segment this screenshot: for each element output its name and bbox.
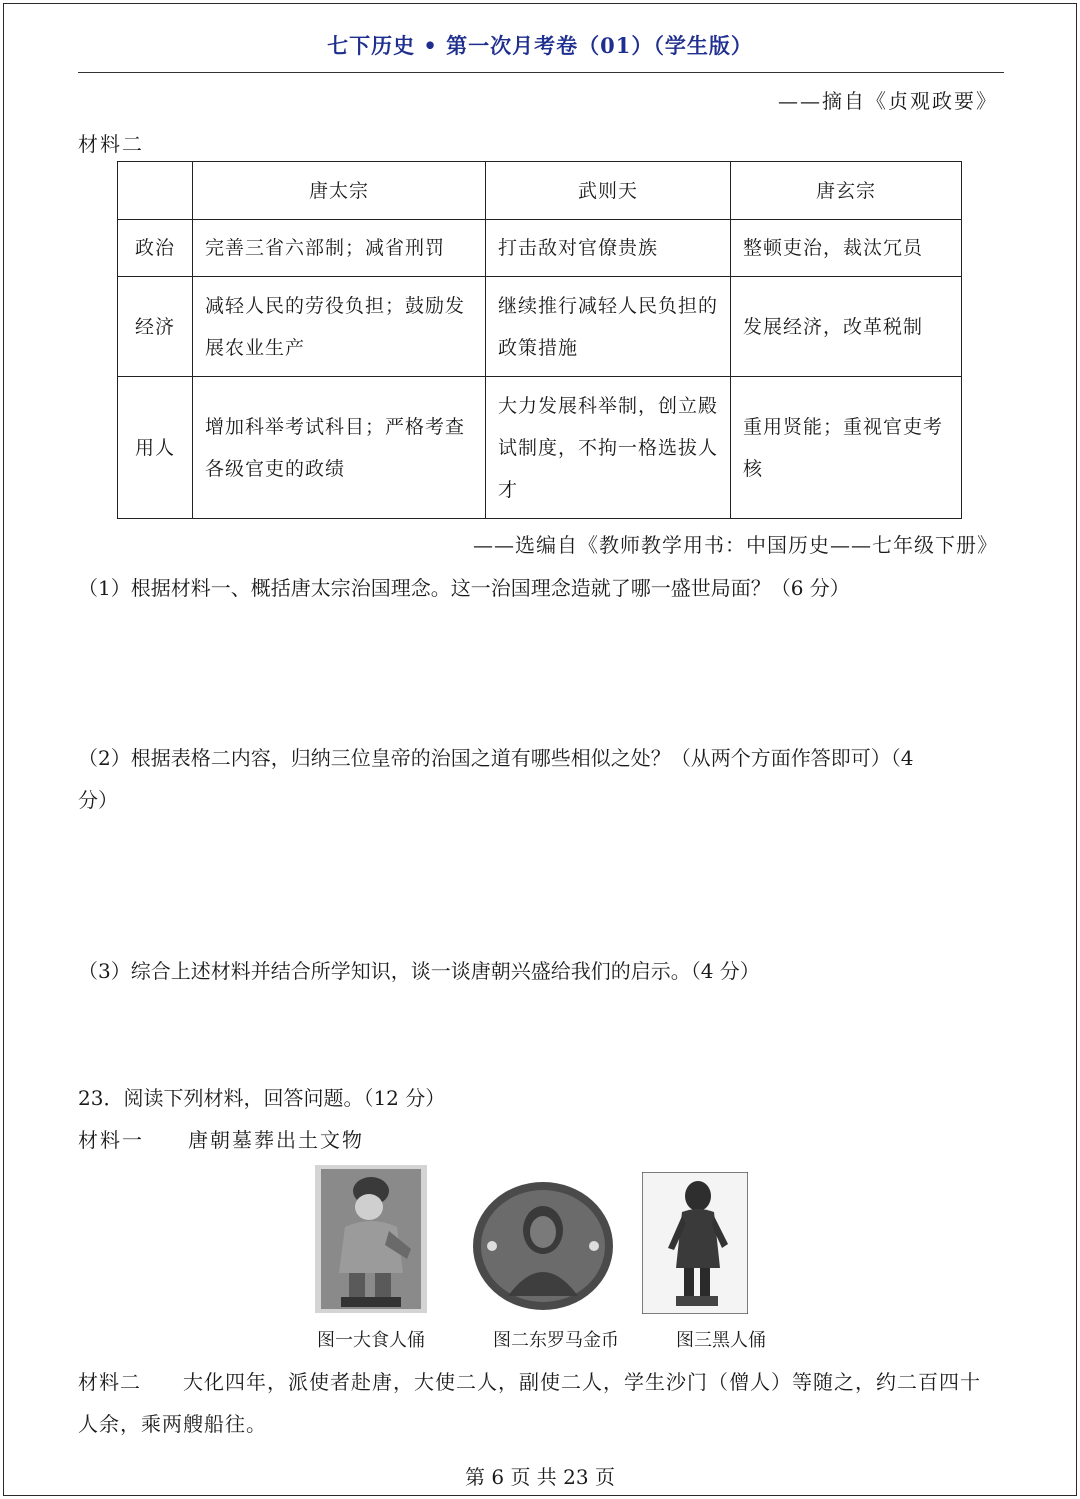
table-cell: 整顿吏治，裁汰冗员 <box>731 220 962 277</box>
source-citation-1: ——摘自《贞观政要》 <box>778 89 998 113</box>
table-cell: 增加科举考试科目；严格考查各级官吏的政绩 <box>193 377 486 519</box>
q23-material-1: 材料一 唐朝墓葬出土文物 <box>78 1128 364 1152</box>
row-label-politics: 政治 <box>118 220 193 277</box>
question-3: （3）综合上述材料并结合所学知识，谈一谈唐朝兴盛给我们的启示。（4 分） <box>78 959 760 983</box>
table-cell: 继续推行减轻人民负担的政策措施 <box>486 277 731 377</box>
row-label-economy: 经济 <box>118 277 193 377</box>
q23-material-2-line-1: 材料二 大化四年，派使者赴唐，大使二人，副使二人，学生沙门（僧人）等随之，约二百四十 <box>78 1370 981 1394</box>
figure-black-figurine <box>642 1172 748 1314</box>
table-corner-cell <box>118 162 193 220</box>
row-label-personnel: 用人 <box>118 377 193 519</box>
figure-2-caption: 图二东罗马金币 <box>493 1330 619 1351</box>
question-23-title: 23．阅读下列材料，回答问题。（12 分） <box>78 1086 446 1110</box>
page-header-title: 七下历史 • 第一次月考卷（01）（学生版） <box>327 33 753 58</box>
table-cell: 减轻人民的劳役负担；鼓励发展农业生产 <box>193 277 486 377</box>
table-row <box>118 377 962 519</box>
table-cell: 打击敌对官僚贵族 <box>486 220 731 277</box>
question-2-line-2: 分） <box>78 788 118 812</box>
figure-byzantine-coin <box>470 1178 616 1314</box>
figure-3-caption: 图三黑人俑 <box>676 1330 766 1351</box>
material-2-label: 材料二 <box>78 132 144 156</box>
q23-material-2-line-2: 人余，乘两艘船往。 <box>78 1412 267 1436</box>
column-header-xuanzong: 唐玄宗 <box>731 162 962 220</box>
question-1: （1）根据材料一、概括唐太宗治国理念。这一治国理念造就了哪一盛世局面？（6 分） <box>78 576 850 600</box>
column-header-taizong: 唐太宗 <box>193 162 486 220</box>
question-2-line-1: （2）根据表格二内容，归纳三位皇帝的治国之道有哪些相似之处？（从两个方面作答即可）（4 <box>78 746 914 770</box>
table-row <box>118 277 962 377</box>
table-cell: 大力发展科举制，创立殿试制度，不拘一格选拔人才 <box>486 377 731 519</box>
header-divider <box>78 72 1004 73</box>
figure-arab-figurine <box>315 1165 427 1313</box>
table-cell: 重用贤能；重视官吏考核 <box>731 377 962 519</box>
table-row <box>118 220 962 277</box>
page-number: 第 6 页 共 23 页 <box>465 1465 615 1489</box>
comparison-table <box>117 161 962 519</box>
source-citation-2: ——选编自《教师教学用书：中国历史——七年级下册》 <box>473 533 998 557</box>
table-cell: 发展经济，改革税制 <box>731 277 962 377</box>
figure-1-caption: 图一大食人俑 <box>317 1330 425 1351</box>
column-header-wuzetian: 武则天 <box>486 162 731 220</box>
table-cell: 完善三省六部制；减省刑罚 <box>193 220 486 277</box>
table-header-row <box>118 162 962 220</box>
